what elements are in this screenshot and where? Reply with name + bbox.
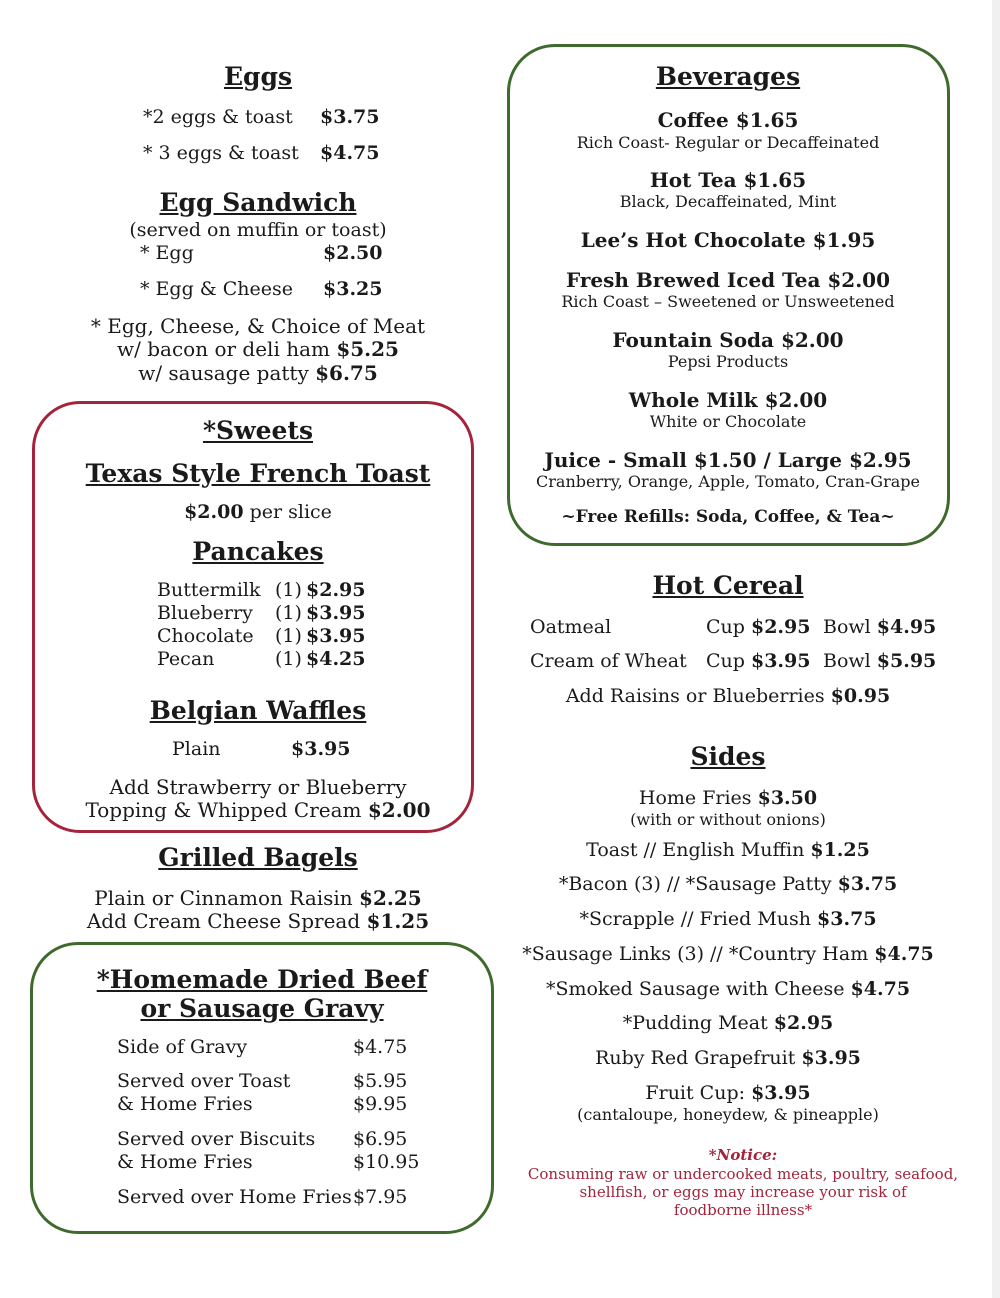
- gravy-item-label: Served over Toast: [117, 1070, 291, 1092]
- side-note: (with or without onions): [630, 810, 826, 829]
- beverage-name: Fountain Soda $2.00: [612, 328, 844, 352]
- egg-sandwich-meat-line: w/ sausage patty $6.75: [138, 361, 378, 385]
- notice-line: Consuming raw or undercooked meats, poultry, seafood,: [527, 1165, 959, 1183]
- gravy-item-price: $9.95: [353, 1093, 408, 1115]
- waffles-title: Belgian Waffles: [149, 696, 367, 725]
- side-note: (cantaloupe, honeydew, & pineapple): [577, 1105, 879, 1124]
- beverage-desc: Rich Coast- Regular or Decaffeinated: [576, 133, 880, 152]
- side-item: Ruby Red Grapefruit $3.95: [595, 1047, 861, 1069]
- bagels-title: Grilled Bagels: [158, 843, 358, 872]
- cereal-cup: Cup $3.95: [706, 650, 811, 672]
- waffle-label: Plain: [172, 738, 221, 760]
- topping-line: Topping & Whipped Cream $2.00: [85, 798, 431, 822]
- pancake-label: Chocolate: [157, 625, 254, 647]
- pancake-price: $3.95: [306, 602, 366, 624]
- cereal-label: Cream of Wheat: [530, 650, 687, 672]
- beverage-name: Lee’s Hot Chocolate $1.95: [580, 228, 876, 252]
- pancake-price: $4.25: [306, 648, 366, 670]
- egg-sandwich-item-price: $3.25: [323, 278, 383, 300]
- pancake-label: Blueberry: [157, 602, 253, 624]
- egg-sandwich-item-price: $2.50: [323, 242, 383, 264]
- page-edge: [992, 0, 1000, 1298]
- notice-line: shellfish, or eggs may increase your risk of: [579, 1183, 907, 1201]
- beverage-name: Hot Tea $1.65: [649, 168, 807, 192]
- beverage-name: Fresh Brewed Iced Tea $2.00: [566, 268, 890, 292]
- cereal-label: Oatmeal: [530, 616, 612, 638]
- pancake-qty: (1): [275, 579, 302, 601]
- bagels-line: Plain or Cinnamon Raisin $2.25: [94, 886, 422, 910]
- cereal-bowl: Bowl $5.95: [823, 650, 937, 672]
- pancake-price: $3.95: [306, 625, 366, 647]
- pancake-price: $2.95: [306, 579, 366, 601]
- eggs-title: Eggs: [223, 62, 293, 91]
- gravy-item-label: & Home Fries: [117, 1093, 253, 1115]
- beverage-desc: Black, Decaffeinated, Mint: [619, 192, 837, 211]
- cereal-bowl: Bowl $4.95: [823, 616, 937, 638]
- gravy-item-label: & Home Fries: [117, 1151, 253, 1173]
- eggs-item-label: * 3 eggs & toast: [143, 142, 299, 164]
- pancake-qty: (1): [275, 602, 302, 624]
- side-item: *Bacon (3) // *Sausage Patty $3.75: [558, 873, 898, 895]
- beverage-name: Whole Milk $2.00: [628, 388, 828, 412]
- side-item: Home Fries $3.50: [638, 787, 818, 809]
- beverage-desc: Cranberry, Orange, Apple, Tomato, Cran-Grape: [536, 472, 920, 491]
- gravy-item-price: $4.75: [353, 1036, 408, 1058]
- notice-title: *Notice:: [708, 1146, 778, 1164]
- cereal-addon: Add Raisins or Blueberries $0.95: [565, 685, 891, 707]
- eggs-item-price: $4.75: [320, 142, 380, 164]
- topping-line: Add Strawberry or Blueberry: [109, 775, 407, 799]
- french-toast-price: $2.00 per slice: [184, 501, 332, 523]
- beverages-title: Beverages: [655, 62, 801, 91]
- gravy-item-label: Side of Gravy: [117, 1036, 248, 1058]
- egg-sandwich-meat-line: w/ bacon or deli ham $5.25: [117, 337, 399, 361]
- side-item: *Smoked Sausage with Cheese $4.75: [545, 978, 911, 1000]
- gravy-item-price: $5.95: [353, 1070, 408, 1092]
- waffle-price: $3.95: [291, 738, 351, 760]
- gravy-item-label: Served over Biscuits: [117, 1128, 316, 1150]
- egg-sandwich-meat-line: * Egg, Cheese, & Choice of Meat: [90, 314, 426, 338]
- gravy-item-price: $6.95: [353, 1128, 408, 1150]
- pancake-label: Pecan: [157, 648, 215, 670]
- side-item: *Pudding Meat $2.95: [622, 1012, 834, 1034]
- side-item: Toast // English Muffin $1.25: [586, 839, 870, 861]
- side-item: Fruit Cup: $3.95: [645, 1082, 811, 1104]
- side-item: *Scrapple // Fried Mush $3.75: [579, 908, 877, 930]
- pancake-label: Buttermilk: [157, 579, 261, 601]
- gravy-item-price: $10.95: [353, 1151, 420, 1173]
- egg-sandwich-title: Egg Sandwich: [159, 188, 357, 217]
- pancake-qty: (1): [275, 648, 302, 670]
- gravy-title: or Sausage Gravy: [140, 994, 384, 1023]
- eggs-item-price: $3.75: [320, 106, 380, 128]
- gravy-title: *Homemade Dried Beef: [96, 965, 428, 994]
- french-toast-title: Texas Style French Toast: [85, 459, 431, 488]
- gravy-item-price: $7.95: [353, 1186, 408, 1208]
- beverage-name: Juice - Small $1.50 / Large $2.95: [544, 448, 912, 472]
- eggs-item-label: *2 eggs & toast: [143, 106, 293, 128]
- gravy-item-label: Served over Home Fries: [117, 1186, 352, 1208]
- beverage-name: Coffee $1.65: [657, 108, 799, 132]
- sides-title: Sides: [690, 742, 766, 771]
- egg-sandwich-subtitle: (served on muffin or toast): [129, 219, 387, 241]
- cereal-cup: Cup $2.95: [706, 616, 811, 638]
- pancake-qty: (1): [275, 625, 302, 647]
- notice-line: foodborne illness*: [673, 1201, 813, 1219]
- side-item: *Sausage Links (3) // *Country Ham $4.75: [522, 943, 934, 965]
- beverage-desc: Pepsi Products: [667, 352, 789, 371]
- pancakes-title: Pancakes: [192, 537, 324, 566]
- beverage-desc: Rich Coast – Sweetened or Unsweetened: [561, 292, 895, 311]
- egg-sandwich-item-label: * Egg: [140, 242, 194, 264]
- hot-cereal-title: Hot Cereal: [652, 571, 804, 600]
- free-refills-note: ~Free Refills: Soda, Coffee, & Tea~: [561, 507, 895, 527]
- beverage-desc: White or Chocolate: [649, 412, 807, 431]
- bagels-line: Add Cream Cheese Spread $1.25: [86, 909, 430, 933]
- sweets-title: *Sweets: [202, 416, 314, 445]
- egg-sandwich-item-label: * Egg & Cheese: [140, 278, 293, 300]
